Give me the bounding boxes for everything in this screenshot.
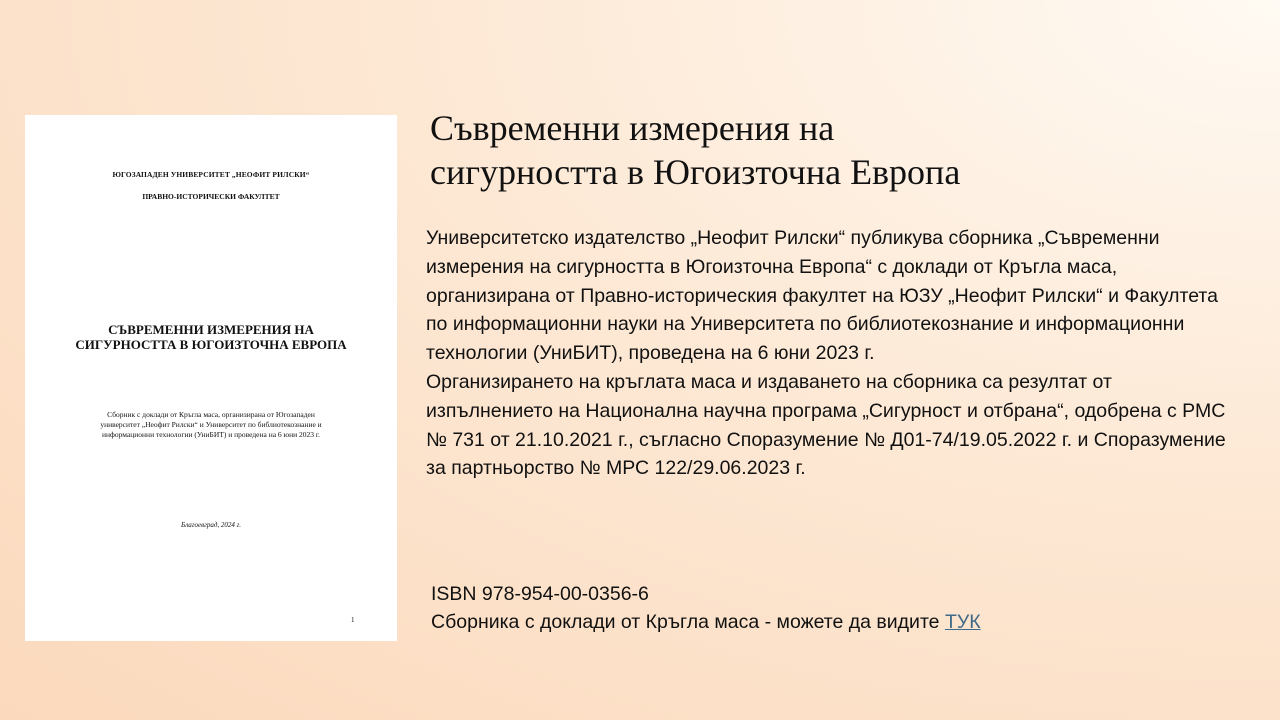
title-line1: Съвременни измерения на (430, 108, 835, 148)
cover-university: ЮГОЗАПАДЕН УНИВЕРСИТЕТ „НЕОФИТ РИЛСКИ“ (112, 170, 310, 179)
cover-title-line1: СЪВРЕМЕННИ ИЗМЕРЕНИЯ НА (108, 322, 314, 337)
cover-description (75, 410, 347, 440)
description-text (426, 224, 1226, 483)
paragraph-publication: Университетско издателство „Неофит Рилски“ публикува сборника „Съвременни измерения на сигурността в Югоизточна Европа“ с доклади от Кръгла маса, организирана от Правно-историческия факултет на ЮЗУ „Неофит Рилски“ и Факултета по информационни науки на Университета по библиотекознание и информационни технологии (УниБИТ), проведена на 6 юни 2023 г. (426, 227, 1218, 365)
book-cover-image (25, 115, 397, 641)
isbn-text: ISBN 978-954-00-0356-6 (431, 583, 649, 605)
page-title (430, 106, 1250, 194)
cover-faculty: ПРАВНО-ИСТОРИЧЕСКИ ФАКУЛТЕТ (142, 192, 280, 201)
view-collection-text: Сборника с доклади от Кръгла маса - можете да видите (431, 611, 945, 633)
cover-desc-line1: Сборник с доклади от Кръгла маса, организирана от Югозападен (107, 410, 315, 419)
cover-city-year: Благоевград, 2024 г. (180, 521, 242, 529)
cover-page-number: 1 (351, 616, 355, 624)
paragraph-funding: Организирането на кръглата маса и издаването на сборника са резултат от изпълнението на Национална научна програма „Сигурност и отбрана“, одобрена с РМС № 731 от 21.10.2021 г., съгласно Споразумение № Д01-74/19.05.2022 г. и Споразумение за партньорство № МРС 122/29.06.2023 г. (426, 370, 1226, 480)
cover-desc-line2: университет „Неофит Рилски“ и Университет по библиотекознание и (100, 420, 322, 429)
cover-title-line2: СИГУРНОСТТА В ЮГОИЗТОЧНА ЕВРОПА (75, 337, 347, 352)
cover-desc-line3: информационни технологии (УниБИТ) и проведена на 6 юни 2023 г. (101, 430, 321, 439)
title-line2: сигурността в Югоизточна Европа (430, 152, 961, 192)
here-link[interactable]: ТУК (944, 611, 981, 633)
view-collection-line (431, 608, 981, 636)
cover-title (45, 322, 377, 352)
